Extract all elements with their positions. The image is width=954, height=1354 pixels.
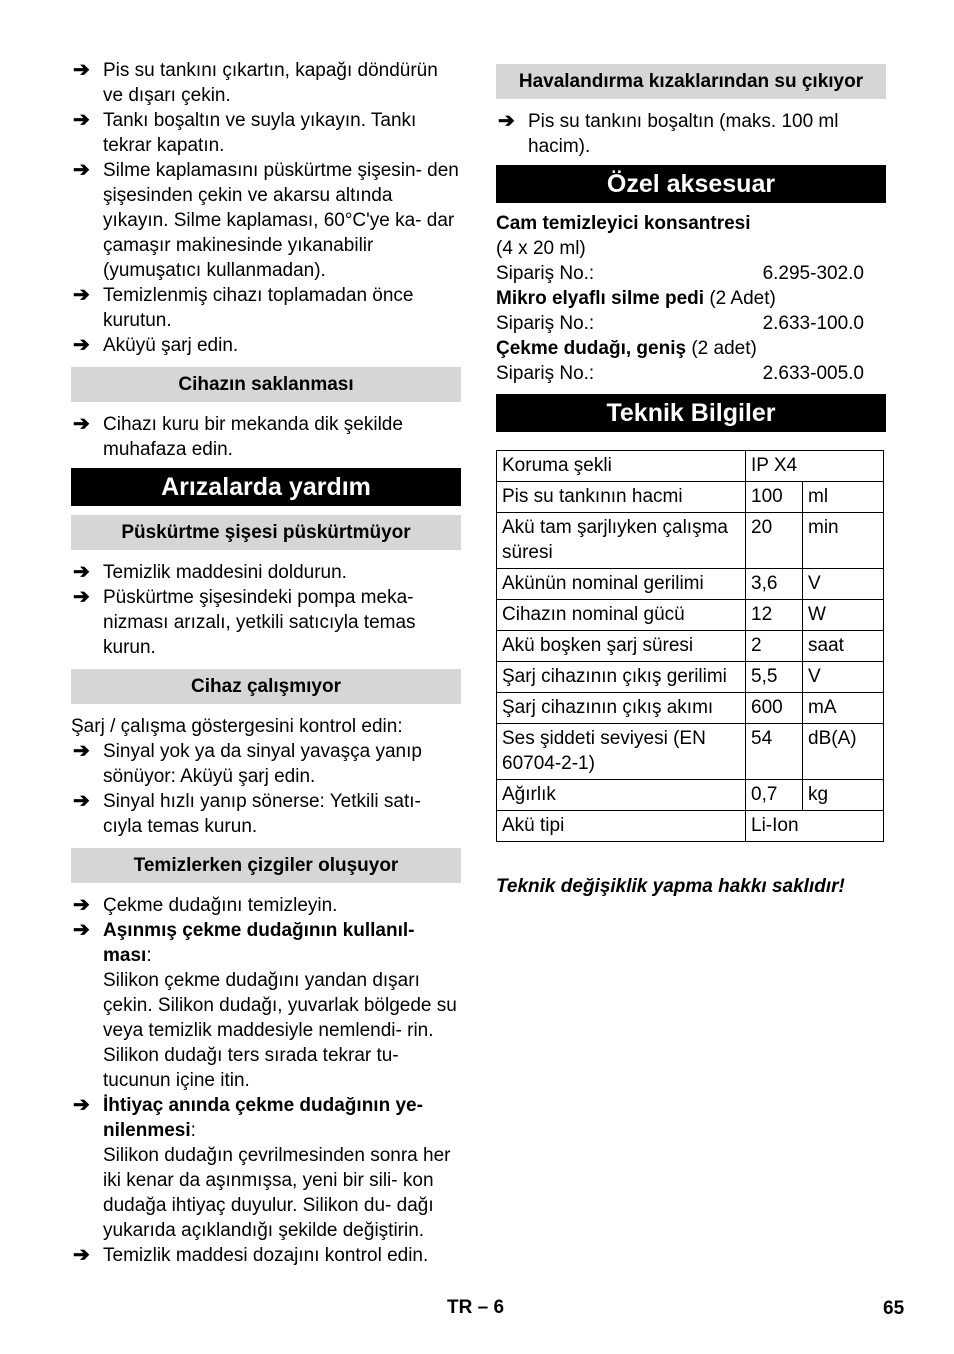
- list-item: ➔ Pis su tankını çıkartın, kapağı döndürün ve dışarı çekin.: [73, 59, 438, 106]
- not-working-heading: Cihaz çalışmıyor: [71, 669, 461, 704]
- table-row: Pis su tankının hacmi 100 ml: [497, 482, 884, 513]
- arrow-right-icon: ➔: [73, 159, 90, 181]
- arrow-right-icon: ➔: [73, 1244, 90, 1266]
- vent-bullet-list: [496, 109, 886, 159]
- table-row: Şarj cihazının çıkış akımı 600 mA: [497, 693, 884, 724]
- storage-bullet-list: [71, 412, 461, 462]
- spray-bullet-list: [71, 560, 461, 660]
- list-item: ➔ İhtiyaç anında çekme dudağının ye- nilenmesi: Silikon dudağın çevrilmesinden sonra her iki kenar da aşınmışsa, yeni bir sili- kon dudağa ihtiyaç duyulur. Silikon du- dağı yukarıda açıklandığı şekilde değiştirin.: [71, 1093, 461, 1243]
- table-row: Akü tam şarjlıyken çalışma süresi 20 min: [497, 513, 884, 569]
- list-item: ➔ Pis su tankını boşaltın (maks. 100 ml hacim).: [498, 110, 839, 157]
- list-item: ➔ Temizlik maddesi dozajını kontrol edin.: [73, 1244, 429, 1266]
- streaks-bullet-list: [71, 893, 461, 1268]
- replace-lip-detail: Silikon dudağın çevrilmesinden sonra her iki kenar da aşınmışsa, yeni bir sili- kon dudağa ihtiyaç duyulur. Silikon du- dağı yukarıda açıklandığı şekilde değiştirin.: [103, 1145, 451, 1241]
- arrow-right-icon: ➔: [73, 413, 90, 435]
- arrow-right-icon: ➔: [73, 334, 90, 356]
- arrow-right-icon: ➔: [73, 1094, 90, 1116]
- list-item: ➔ Sinyal yok ya da sinyal yavaşça yanıp sönüyor: Aküyü şarj edin.: [73, 740, 422, 787]
- right-column: [496, 58, 886, 899]
- worn-lip-detail: Silikon çekme dudağını yandan dışarı çekin. Silikon dudağı, yuvarlak bölgede su veya temizlik maddesiyle nemlendi- rin. Silikon dudağı ters sırada tekrar tu- tucunun içine itin.: [103, 970, 457, 1091]
- technical-change-note: Teknik değişiklik yapma hakkı saklıdır!: [496, 876, 845, 897]
- troubleshooting-heading: Arızalarda yardım: [71, 468, 461, 506]
- footer-section-code: TR – 6: [447, 1297, 505, 1318]
- arrow-right-icon: ➔: [73, 59, 90, 81]
- list-item: ➔ Çekme dudağını temizleyin.: [73, 894, 338, 916]
- order-number: 2.633-100.0: [762, 313, 864, 334]
- tech-spec-table: [496, 450, 884, 842]
- arrow-right-icon: ➔: [73, 740, 90, 762]
- arrow-right-icon: ➔: [73, 919, 90, 941]
- arrow-right-icon: ➔: [73, 561, 90, 583]
- order-number: 6.295-302.0: [762, 263, 864, 284]
- list-item: ➔ Sinyal hızlı yanıp sönerse: Yetkili satı- cıyla temas kurun.: [73, 790, 421, 837]
- table-row: Cihazın nominal gücü 12 W: [497, 600, 884, 631]
- not-working-intro: Şarj / çalışma göstergesini kontrol edin:: [71, 716, 403, 737]
- accessories-heading: Özel aksesuar: [496, 165, 886, 203]
- list-item: ➔ Temizlik maddesini doldurun.: [73, 561, 347, 583]
- intro-bullet-list: [71, 58, 461, 358]
- vent-heading: Havalandırma kızaklarından su çıkıyor: [496, 64, 886, 99]
- streaks-heading: Temizlerken çizgiler oluşuyor: [71, 848, 461, 883]
- storage-heading: Cihazın saklanması: [71, 367, 461, 402]
- worn-lip-title: Aşınmış çekme dudağının kullanıl- ması: [103, 920, 415, 966]
- table-row: Koruma şekli IP X4: [497, 451, 884, 482]
- arrow-right-icon: ➔: [73, 284, 90, 306]
- left-column: [71, 58, 461, 1268]
- list-item: ➔ Temizlenmiş cihazı toplamadan önce kurutun.: [73, 284, 414, 331]
- accessory-item: Çekme dudağı, geniş (2 adet) Sipariş No.: 2.633-005.0: [496, 338, 864, 384]
- accessory-item: Mikro elyaflı silme pedi (2 Adet) Sipariş No.: 2.633-100.0: [496, 288, 864, 334]
- table-row: Akünün nominal gerilimi 3,6 V: [497, 569, 884, 600]
- table-row: Şarj cihazının çıkış gerilimi 5,5 V: [497, 662, 884, 693]
- table-row: Akü tipi Li-Ion: [497, 811, 884, 842]
- replace-lip-title: İhtiyaç anında çekme dudağının ye- nilenmesi: [103, 1095, 423, 1141]
- list-item: ➔ Aküyü şarj edin.: [73, 334, 239, 356]
- accessory-item: Cam temizleyici konsantresi (4 x 20 ml) Sipariş No.: 6.295-302.0: [496, 213, 864, 284]
- page-number: 65: [883, 1298, 905, 1319]
- table-row: Ağırlık 0,7 kg: [497, 780, 884, 811]
- tech-heading: Teknik Bilgiler: [496, 394, 886, 432]
- arrow-right-icon: ➔: [73, 894, 90, 916]
- order-number: 2.633-005.0: [762, 363, 864, 384]
- arrow-right-icon: ➔: [498, 110, 515, 132]
- table-row: Akü boşken şarj süresi 2 saat: [497, 631, 884, 662]
- list-item: ➔ Cihazı kuru bir mekanda dik şekilde muhafaza edin.: [73, 413, 403, 460]
- spray-heading: Püskürtme şişesi püskürtmüyor: [71, 515, 461, 550]
- list-item: ➔ Püskürtme şişesindeki pompa meka- nizması arızalı, yetkili satıcıyla temas kurun.: [73, 586, 416, 658]
- arrow-right-icon: ➔: [73, 586, 90, 608]
- list-item: ➔ Aşınmış çekme dudağının kullanıl- ması: Silikon çekme dudağını yandan dışarı çekin. Silikon dudağı, yuvarlak bölgede su veya temizlik maddesiyle nemlendi- rin. Silikon dudağı ters sırada tekrar tu- tucunun içine itin.: [71, 918, 461, 1093]
- table-row: Ses şiddeti seviyesi (EN 60704-2-1) 54 dB(A): [497, 724, 884, 780]
- arrow-right-icon: ➔: [73, 790, 90, 812]
- not-working-bullet-list: [71, 739, 461, 839]
- list-item: ➔ Tankı boşaltın ve suyla yıkayın. Tankı tekrar kapatın.: [73, 109, 417, 156]
- list-item: ➔ Silme kaplamasını püskürtme şişesin- den şişesinden çekin ve akarsu altında yıkayın. Silme kaplaması, 60°C'ye ka- dar çamaşır makinesinde yıkanabilir (yumuşatıcı kullanmadan).: [73, 159, 459, 281]
- arrow-right-icon: ➔: [73, 109, 90, 131]
